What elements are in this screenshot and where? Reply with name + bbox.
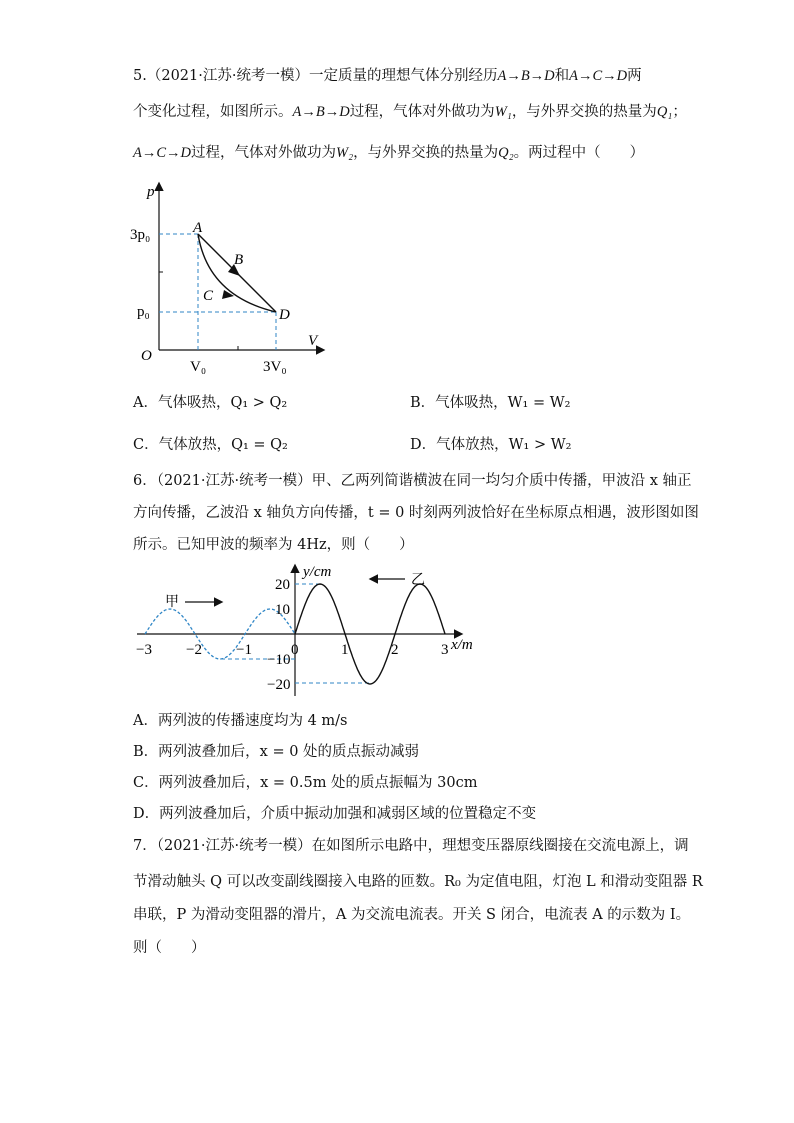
pv-label-3v0: 3V₀ bbox=[263, 359, 287, 375]
wave-y-tick-label: 20 bbox=[275, 577, 290, 593]
q5-and: 和 bbox=[554, 68, 570, 84]
q5-line-3 bbox=[133, 143, 644, 163]
q7-line-2: 节滑动触头 Q 可以改变副线圈接入电路的匝数。R₀ 为定值电阻，灯泡 L 和滑动变阻器 R bbox=[133, 874, 703, 890]
q6-line-3: 所示。已知甲波的频率为 4Hz，则（ ） bbox=[133, 537, 414, 553]
q6-option-b[interactable]: B．两列波叠加后，x = 0 处的质点振动减弱 bbox=[133, 744, 420, 760]
pv-diagram bbox=[128, 178, 338, 378]
q5-text-3a: 过程，气体对外做功为 bbox=[191, 145, 336, 161]
q5-text-1a: 一定质量的理想气体分别经历 bbox=[308, 68, 498, 84]
wave-x-tick-label: −1 bbox=[236, 642, 252, 658]
wave-y-tick-label: −10 bbox=[267, 652, 291, 668]
q5-text-1b: 两 bbox=[627, 68, 642, 84]
wave-label-b: 乙 bbox=[411, 573, 425, 588]
q6-option-d[interactable]: D．两列波叠加后，介质中振动加强和减弱区域的位置稳定不变 bbox=[133, 806, 537, 822]
pv-label-3p0: 3p₀ bbox=[130, 227, 151, 243]
q5-option-b[interactable]: B．气体吸热，W₁ = W₂ bbox=[410, 395, 571, 411]
q6-line-2: 方向传播，乙波沿 x 轴负方向传播，t = 0 时刻两列波恰好在坐标原点相遇，波形图如图 bbox=[133, 505, 699, 521]
wave-y-tick-label: 10 bbox=[275, 602, 290, 618]
q5-option-d[interactable]: D．气体放热，W₁ > W₂ bbox=[410, 437, 572, 453]
q5-text-2a: 个变化过程，如图所示。 bbox=[133, 104, 293, 120]
pv-label-o: O bbox=[141, 348, 152, 364]
wave-x-tick-label: 2 bbox=[391, 642, 399, 658]
q5-number: 5. bbox=[133, 68, 147, 84]
q5-path-abd-2: A→B→D bbox=[292, 104, 350, 120]
wave-x-tick-label: −3 bbox=[136, 642, 152, 658]
q5-q1: Q₁ bbox=[656, 104, 673, 120]
q6-option-c[interactable]: C．两列波叠加后，x = 0.5m 处的质点振幅为 30cm bbox=[133, 775, 478, 791]
q7-line-4: 则（ ） bbox=[133, 940, 206, 956]
wave-x-tick-label: −2 bbox=[186, 642, 202, 658]
q5-option-c[interactable]: C．气体放热，Q₁ = Q₂ bbox=[133, 437, 288, 453]
q5-path-acd: A→C→D bbox=[569, 68, 628, 84]
wave-label-a: 甲 bbox=[165, 595, 179, 610]
q5-option-a[interactable]: A．气体吸热，Q₁ > Q₂ bbox=[133, 395, 288, 411]
q5-path-acd-2: A→C→D bbox=[133, 145, 191, 161]
q5-text-3b: ，与外界交换的热量为 bbox=[353, 145, 499, 161]
q5-text-2d: ； bbox=[672, 104, 687, 120]
q5-w1: W₁ bbox=[494, 104, 512, 120]
wave-x-tick-label: 0 bbox=[291, 642, 299, 658]
pv-label-p0: p₀ bbox=[137, 304, 150, 320]
q7-line-3: 串联，P 为滑动变阻器的滑片，A 为交流电流表。开关 S 闭合，电流表 A 的示数为 I。 bbox=[133, 907, 691, 923]
pv-arrow-c bbox=[222, 290, 234, 299]
q6-line-1: 6．（2021·江苏·统考一模）甲、乙两列简谐横波在同一均匀介质中传播，甲波沿 x 轴正 bbox=[133, 473, 692, 489]
wave-x-tick-label: 3 bbox=[441, 642, 449, 658]
wave-y-tick-label: −20 bbox=[267, 677, 291, 693]
wave-diagram bbox=[133, 560, 493, 700]
pv-point-d: D bbox=[279, 307, 290, 323]
pv-point-b: B bbox=[234, 252, 244, 268]
q5-text-2c: ，与外界交换的热量为 bbox=[511, 104, 657, 120]
wave-x-ticks bbox=[136, 642, 449, 658]
wave-x-tick-label: 1 bbox=[341, 642, 349, 658]
pv-label-v: V bbox=[308, 333, 318, 349]
pv-point-c: C bbox=[203, 288, 214, 304]
q6-option-a[interactable]: A．两列波的传播速度均为 4 m/s bbox=[133, 713, 348, 729]
q5-line-2 bbox=[133, 102, 687, 122]
wave-y-ticks bbox=[267, 577, 290, 693]
pv-point-a: A bbox=[193, 220, 203, 236]
pv-label-p: p bbox=[147, 184, 155, 200]
q5-path-abd: A→B→D bbox=[497, 68, 555, 84]
q7-line-1: 7．（2021·江苏·统考一模）在如图所示电路中，理想变压器原线圈接在交流电源上，调 bbox=[133, 838, 689, 854]
q5-source: （2021·江苏·统考一模） bbox=[146, 68, 309, 84]
q5-text-3c: 。两过程中（ ） bbox=[513, 145, 645, 161]
q5-text-2b: 过程，气体对外做功为 bbox=[349, 104, 495, 120]
q5-q2: Q₂ bbox=[498, 145, 514, 161]
pv-label-v0: V₀ bbox=[190, 359, 207, 375]
q5-line-1 bbox=[133, 66, 642, 86]
wave-label-y: y/cm bbox=[303, 564, 332, 580]
wave-label-x: x/m bbox=[451, 637, 473, 653]
q5-w2: W₂ bbox=[336, 145, 354, 161]
